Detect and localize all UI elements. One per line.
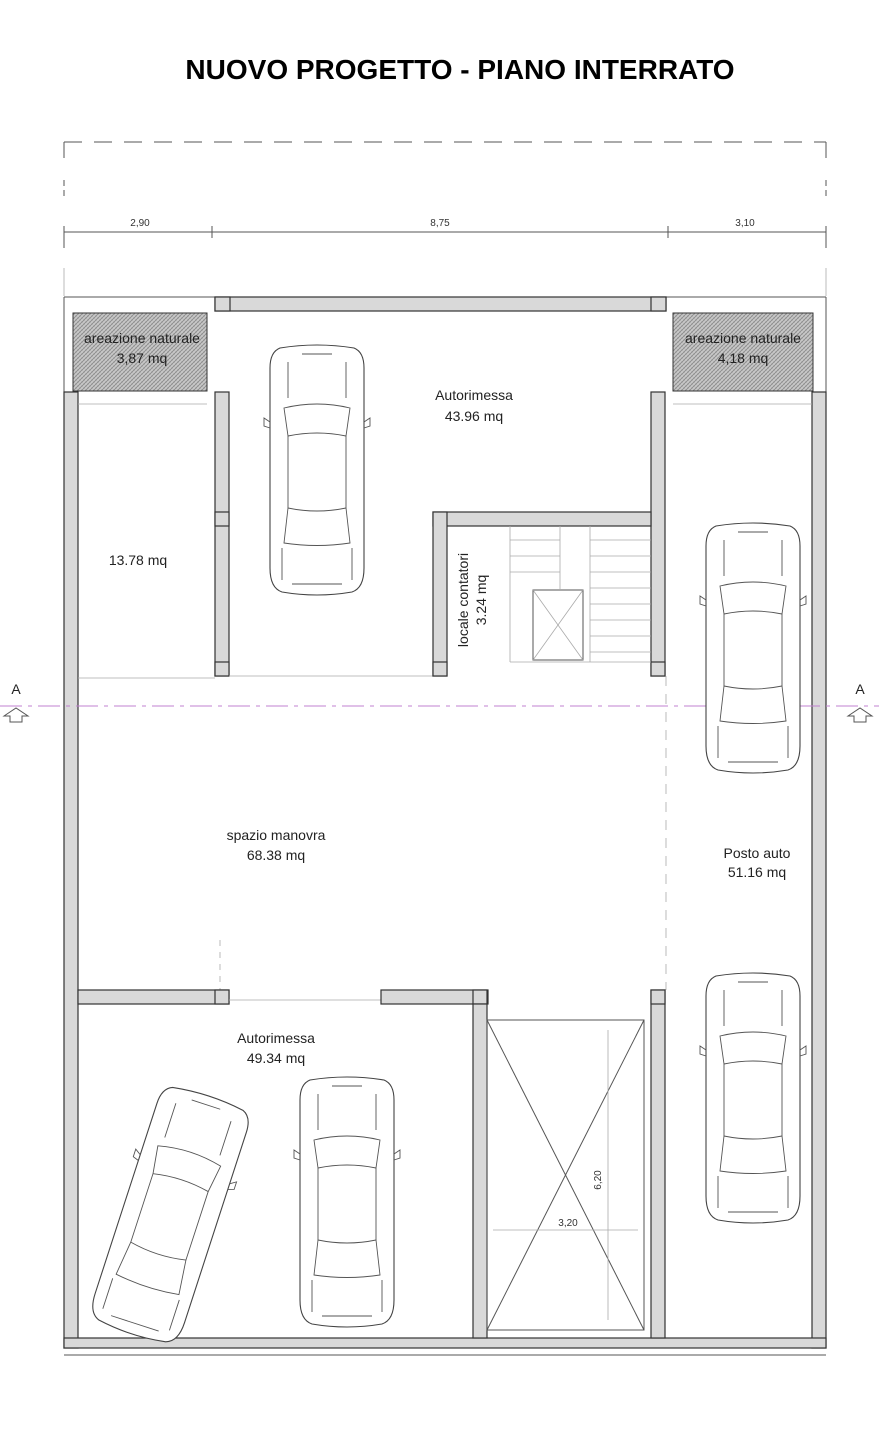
wall-bottom [64, 1338, 826, 1348]
wall-contatori-top [433, 512, 651, 526]
car-posto-auto-bottom [700, 973, 806, 1223]
section-arrow-right [848, 708, 872, 722]
contatori-area: 3.24 mq [473, 574, 489, 626]
garage-top-area: 43.96 mq [444, 408, 504, 424]
manovra-area: 68.38 mq [246, 847, 306, 863]
aeration-left-area: 3,87 mq [116, 350, 168, 366]
wall-ramp-right [651, 990, 665, 1338]
wall-contatori-left [433, 512, 447, 676]
wall-top [215, 297, 666, 311]
contatori-name: locale contatori [455, 552, 471, 648]
car-garage-bottom-right [294, 1077, 400, 1327]
garage-top-name: Autorimessa [435, 387, 513, 403]
stair-block [510, 526, 651, 662]
car-garage-bottom-left [81, 1080, 259, 1351]
wall-right [812, 392, 826, 1348]
section-marker-left: A [11, 681, 21, 697]
aeration-right-area: 4,18 mq [717, 350, 769, 366]
left-room-area: 13.78 mq [108, 552, 168, 568]
manovra-name: spazio manovra [226, 827, 326, 843]
wall-ramp-left [473, 1004, 487, 1338]
section-arrow-left [4, 708, 28, 722]
aeration-left-name: areazione naturale [84, 330, 200, 346]
wall-garage-bottom-left [78, 990, 229, 1004]
car-posto-auto-top [700, 523, 806, 773]
wall-left [64, 392, 78, 1348]
garage-bottom-area: 49.34 mq [246, 1050, 306, 1066]
posto-auto-name: Posto auto [723, 845, 791, 861]
posto-auto-area: 51.16 mq [727, 864, 787, 880]
wall-garage-bottom-right [381, 990, 488, 1004]
wall-inner-left [215, 392, 229, 676]
aeration-right-name: areazione naturale [685, 330, 801, 346]
section-marker-right: A [855, 681, 865, 697]
ramp-void [487, 1020, 644, 1330]
ramp-length-label: 6,20 [593, 1170, 604, 1190]
wall-top-pier-right [651, 297, 666, 311]
car-garage-top [264, 345, 370, 595]
wall-inner-right [651, 392, 665, 676]
page-title: NUOVO PROGETTO - PIANO INTERRATO [185, 54, 735, 85]
dim-right: 3,10 [735, 218, 755, 229]
garage-bottom-name: Autorimessa [237, 1030, 315, 1046]
dim-center: 8,75 [430, 218, 450, 229]
dim-left: 2,90 [130, 218, 150, 229]
ramp-width-label: 3,20 [558, 1218, 578, 1229]
wall-top-pier-left [215, 297, 230, 311]
